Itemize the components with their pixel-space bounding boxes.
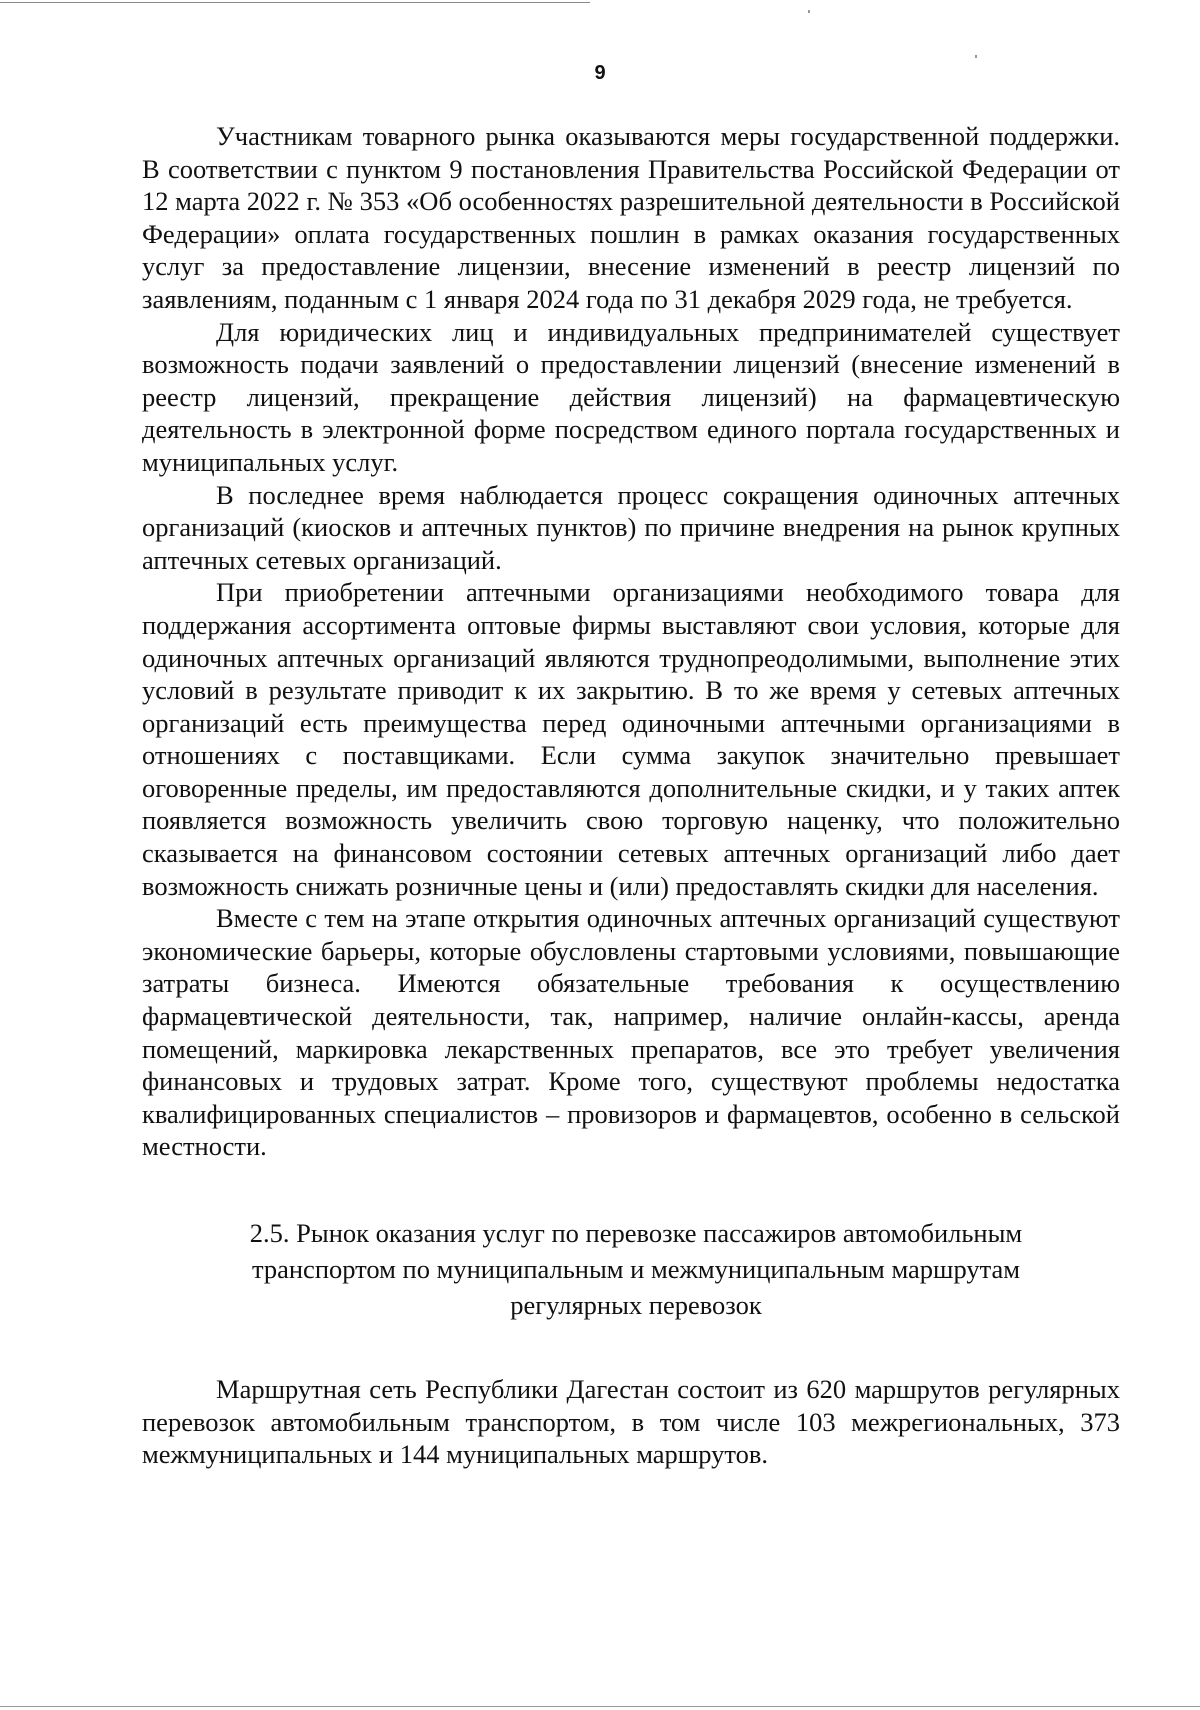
section-heading (142, 1215, 1120, 1323)
paragraph-state-support: Участникам товарного рынка оказываются меры государственной поддержки. В соответствии с пунктом 9 постановления Правительства Российской Федерации от 12 марта 2022 г. № 353 «Об особенностях разрешительной деятельности в Российской Федерации» оплата государственных пошлин в рамках оказания государственных услуг за предоставление лицензии, внесение изменений в реестр лицензий по заявлениям, поданным с 1 января 2024 года по 31 декабря 2029 года, не требуется. (142, 121, 1120, 314)
paragraph-electronic-applications: Для юридических лиц и индивидуальных предпринимателей существует возможность подачи заявлений о предоставлении лицензий (внесение изменений в реестр лицензий, прекращение действия лицензий) на фармацевтическую деятельность в электронной форме посредством единого портала государственных и муниципальных услуг. (142, 316, 1120, 477)
paragraph-route-network: Маршрутная сеть Республики Дагестан состоит из 620 маршрутов регулярных перевозок автомобильным транспортом, в том числе 103 межрегиональных, 373 межмуниципальных и 144 муниципальных маршрутов. (142, 1374, 1120, 1470)
scan-edge-bottom (0, 1706, 1200, 1707)
paragraph-economic-barriers: Вместе с тем на этапе открытия одиночных аптечных организаций существуют экономические барьеры, которые обусловлены стартовыми условиями, повышающие затраты бизнеса. Имеются обязательные требования к осуществлению фармацевтической деятельности, так, например, наличие онлайн-кассы, аренда помещений, маркировка лекарственных препаратов, все это требует увеличения финансовых и трудовых затрат. Кроме того, существуют проблемы недостатка квалифицированных специалистов – провизоров и фармацевтов, особенно в сельской местности. (142, 903, 1120, 1162)
document-body (142, 120, 1120, 1471)
scan-edge-top (0, 2, 590, 3)
section-heading-line: 2.5. Рынок оказания услуг по перевозке пассажиров автомобильным (249, 1218, 1023, 1248)
section-heading-line: регулярных перевозок (510, 1290, 762, 1320)
scan-artifact (808, 10, 810, 13)
paragraph-wholesale-conditions: При приобретении аптечными организациями необходимого товара для поддержания ассортимента оптовые фирмы выставляют свои условия, которые для одиночных аптечных организаций являются труднопреодолимыми, выполнение этих условий в результате приводит к их закрытию. В то же время у сетевых аптечных организаций есть преимущества перед одиночными аптечными организациями в отношениях с поставщиками. Если сумма закупок значительно превышает оговоренные пределы, им предоставляются дополнительные скидки, и у таких аптек появляется возможность увеличить свою торговую наценку, что положительно сказывается на финансовом состоянии сетевых аптечных организаций либо дает возможность снижать розничные цены и (или) предоставлять скидки для населения. (142, 577, 1120, 901)
page-number: 9 (594, 62, 606, 84)
section-heading-line: транспортом по муниципальным и межмуниципальным маршрутам (251, 1254, 1021, 1284)
scan-artifact (975, 55, 977, 58)
paragraph-single-pharmacies-decline: В последнее время наблюдается процесс сокращения одиночных аптечных организаций (киосков и аптечных пунктов) по причине внедрения на рынок крупных аптечных сетевых организаций. (142, 479, 1120, 575)
